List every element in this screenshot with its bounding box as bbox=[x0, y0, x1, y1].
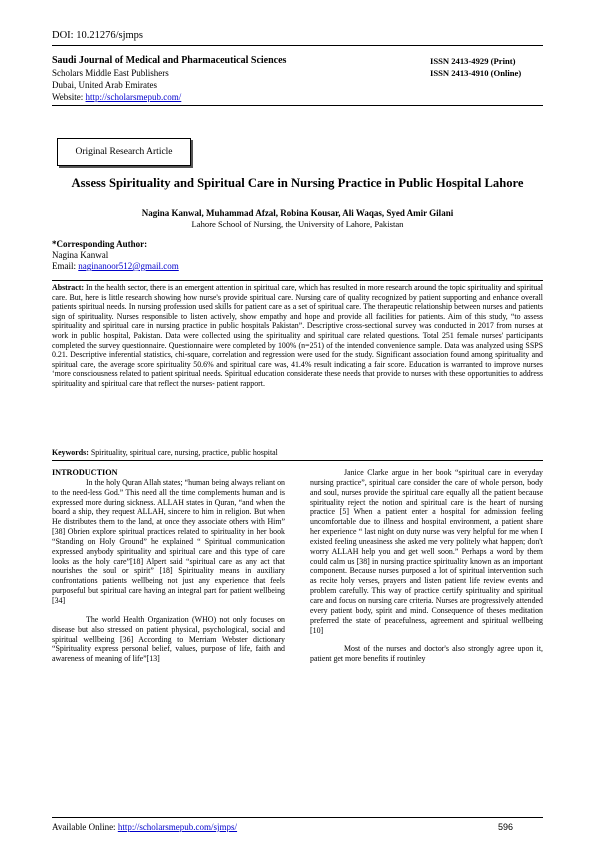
footer bbox=[52, 822, 543, 832]
right-paragraph-1: Janice Clarke argue in her book “spiritual care in everyday nursing practice”, spiritual care consider the care of whole person, body and soul, nurses provide the spiritual care equally all the patient because spirituality reject the notion and spiritual care is the heart of nursing practice [5] When a patient enter a hospital for admission feeling uncomfortable due to illness and hospital environment, a patient share her experience “ last night on duty nurse was very helpful for me when I existed feeling uneasiness she asked me very politely what happen; don't worry ALLAH help you and get well soon.” Perhaps a word by them could calm us [38] in nursing practice spirituality known as an important component. Because nurses purposed a lot of spiritual intervention such as recite holy verses, prayers and listen patient life review events and problem carefully. This way of practice certify spirituality and spiritual care and focus on nursing care criteria. Nurses are progressively attended every patient body, spirit and mind. Consequence of theses meditation preferred the state of peacefulness, agreement and spiritual wellbeing [10] bbox=[310, 468, 543, 635]
email-label: Email: bbox=[52, 261, 76, 271]
website-line bbox=[52, 92, 181, 103]
affiliation: Lahore School of Nursing, the University of Lahore, Pakistan bbox=[191, 219, 404, 229]
page-number: 596 bbox=[497, 822, 513, 832]
left-column bbox=[52, 468, 285, 673]
footer-rule bbox=[52, 817, 543, 818]
issn-online: ISSN 2413-4910 (Online) bbox=[430, 68, 522, 78]
article-type: Original Research Article bbox=[75, 147, 173, 157]
journal-name: Saudi Journal of Medical and Pharmaceutical Sciences bbox=[52, 55, 287, 66]
email-link[interactable]: naginanoor512@gmail.com bbox=[78, 261, 179, 271]
left-paragraph-1: In the holy Quran Allah states; “human being always reliant on to the need-less God.” This need all the time complements human and is expressed more during sickness. ALLAH states in Quran, “and when the board a ship, they request ALLAH, sincere to him in religion. But when He distributes them to the land, at once they associate others with Him” [38] Obrien explore spiritual practices related to spirituality in her book “Standing on Holy Ground” he explained “ Spiritual communication expressed anybody spirituality and spiritual care and this type of care looks as the holy care”[18] Alpert said “spiritual care as any act that nourishes the soul or spirit” [18] Spirituality means in auxiliary confrontations patients wellbeing not just any experience that feels purposeful but spiritual care having an integral part for patient wellbeing [34] bbox=[52, 477, 285, 605]
publisher: Scholars Middle East Publishers bbox=[52, 68, 169, 78]
article-title: Assess Spirituality and Spiritual Care in Nursing Practice in Public Hospital Lahore bbox=[71, 176, 524, 190]
keywords-text: Spirituality, spiritual care, nursing, practice, public hospital bbox=[90, 448, 278, 457]
abstract-text: In the health sector, there is an emergent attention in spiritual care, which has resulted in more research around the topic spirituality and spiritual care. But, here is little research showing how nurse's provide spiritual care. Nursing care of quality recognized by patient supporting and enhance overall patients spiritual needs. In nursing profession used skills for patient care as a set of spiritual care. The therapeutic relationship between nurses and patients sign of spirituality. Nurses responsible to listen actively, show empathy and hope and provide all facilities for patients. Aim of this study, “to assess spirituality and spiritual care in nursing practice in public hospitals Pakistan”. Descriptive cross-sectional survey was conducted in 2017 from nurses at work in public hospital, Pakistan. Data were collected using the spirituality and spiritual care related questions. Total 251 female nurses' participants completed the survey questionnaire. Questionnaire were completed by 100% (n=251) of the intended convenience sample. Data was analyzed using SSPS 0.21. Descriptive inferential statistics, chi-square, correlation and regression were used for the study. Significant association found among spirituality and spiritual care, the average score spirituality 50.6% and spiritual care was, 41.4% result indicating a fair score. Education is warranted to improve nurses ‘more consciousness related to patient spiritual needs. Spiritual education considerate these needs that provide to nurses with these opportunities to address spirituality and spiritual care that reflect the nurses- patient rapport. bbox=[52, 283, 543, 388]
keywords-label: Keywords: bbox=[52, 448, 89, 457]
header-rule-bottom bbox=[52, 105, 543, 106]
issn-print: ISSN 2413-4929 (Print) bbox=[430, 56, 516, 66]
introduction-heading: INTRODUCTION bbox=[52, 468, 118, 477]
doi: DOI: 10.21276/sjmps bbox=[52, 30, 144, 41]
right-paragraph-2: Most of the nurses and doctor's also strongly agree upon it, patient get more benefits if routinley bbox=[310, 644, 543, 664]
footer-label: Available Online: bbox=[52, 822, 116, 832]
abstract-rule-bottom bbox=[52, 460, 543, 461]
authors: Nagina Kanwal, Muhammad Afzal, Robina Kousar, Ali Waqas, Syed Amir Gilani bbox=[141, 208, 454, 218]
corresponding-label: *Corresponding Author: bbox=[52, 239, 148, 249]
left-paragraph-2: The world Health Organization (WHO) not only focuses on disease but also stressed on patient physical, psychological, social and spiritual wellbeing [36] According to Merriam Webster dictionary “Spirituality express personal belief, values, purpose of life, faith and awareness of meaning of life”[13] bbox=[52, 614, 285, 664]
website-link[interactable]: http://scholarsmepub.com/ bbox=[85, 92, 182, 102]
website-label: Website: bbox=[52, 92, 84, 102]
publisher-location: Dubai, United Arab Emirates bbox=[52, 80, 157, 90]
abstract-label: Abstract: bbox=[52, 283, 84, 292]
footer-link[interactable]: http://scholarsmepub.com/sjmps/ bbox=[117, 822, 238, 832]
header-rule-top bbox=[52, 45, 543, 46]
abstract bbox=[52, 283, 543, 389]
keywords bbox=[52, 448, 543, 457]
email-line bbox=[52, 261, 179, 272]
right-column bbox=[310, 468, 543, 673]
corresponding-author bbox=[52, 239, 179, 272]
article-type-box bbox=[57, 138, 191, 166]
abstract-rule-top bbox=[52, 280, 543, 281]
corresponding-name: Nagina Kanwal bbox=[52, 250, 109, 260]
